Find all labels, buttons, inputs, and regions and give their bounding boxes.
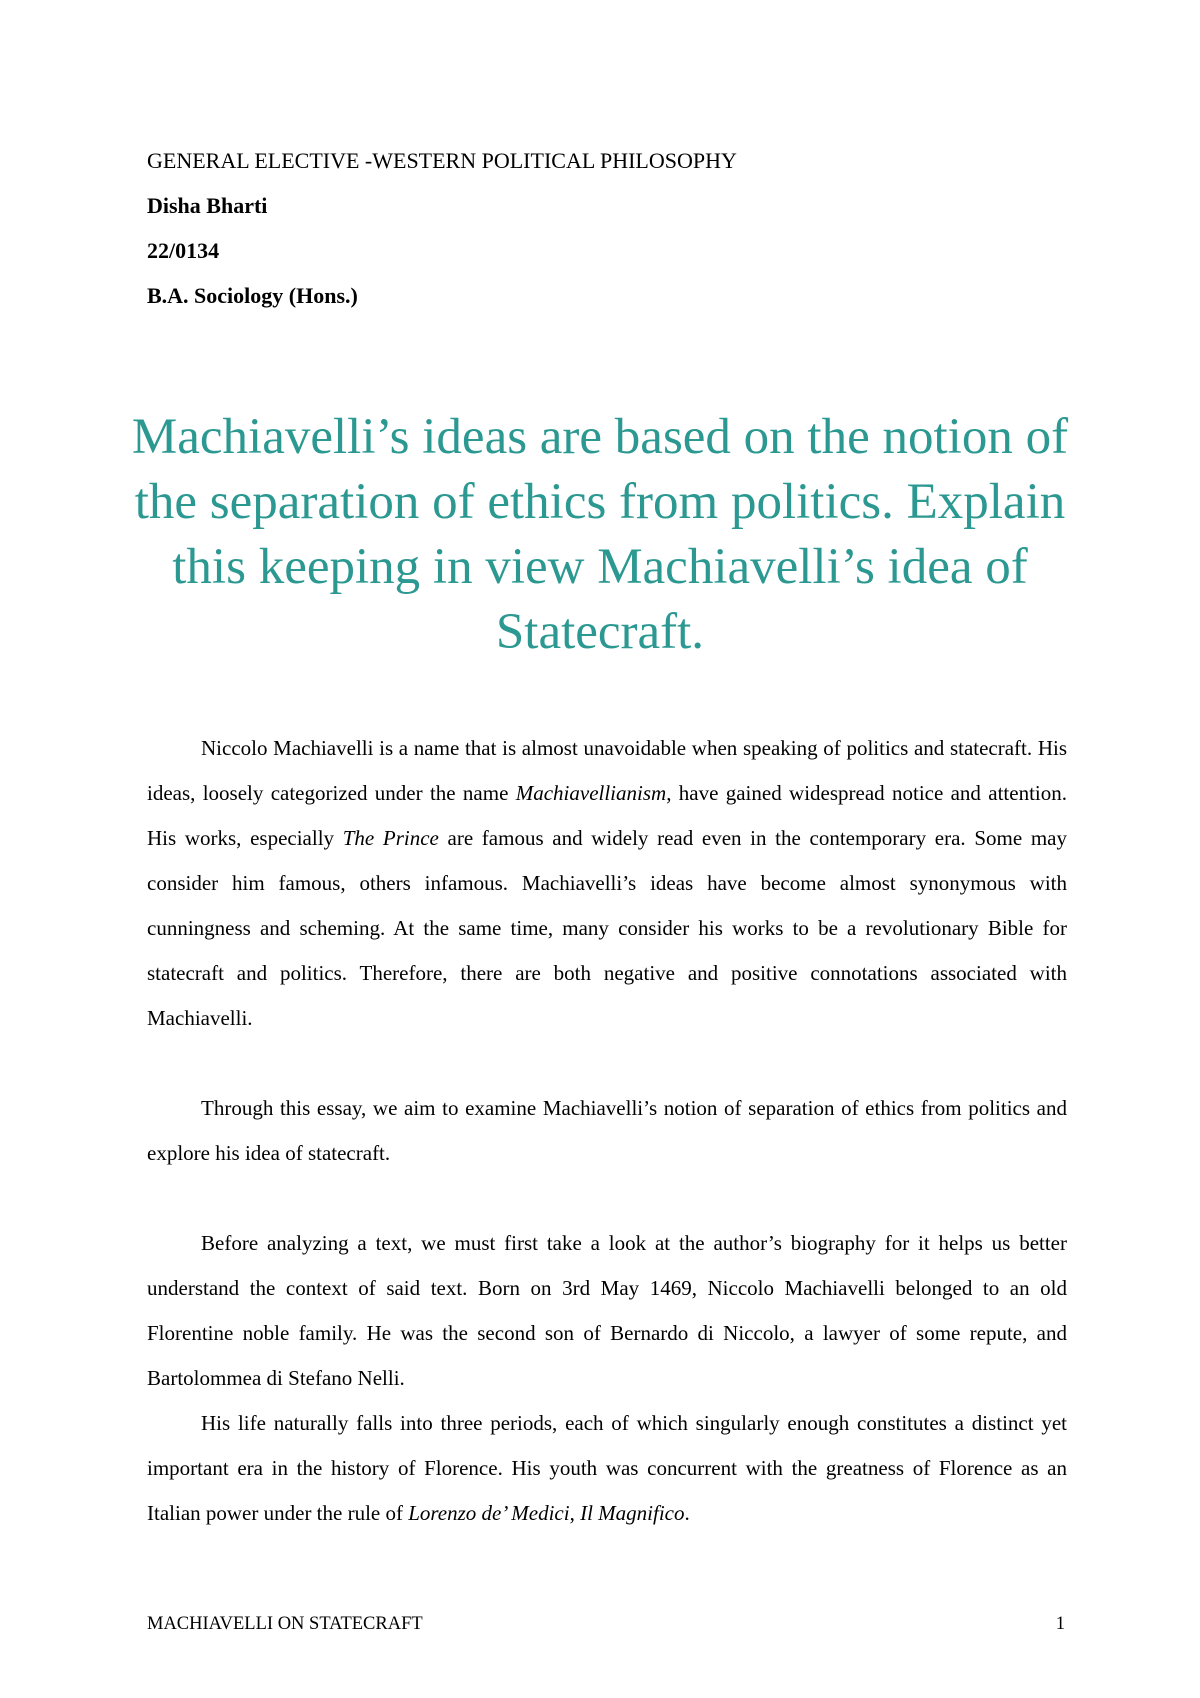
- header-block: [147, 146, 1067, 326]
- running-footer-title: MACHIAVELLI ON STATECRAFT: [147, 1614, 423, 1634]
- paragraph-4-text-c: ,: [569, 1501, 581, 1525]
- paragraph-3: Before analyzing a text, we must first take a look at the author’s biography for it helps us better understand the context of said text. Born on 3rd May 1469, Niccolo Machiavelli belonged to an old Florentine noble family. He was the second son of Bernardo di Niccolo, a lawyer of some repute, and Bartolommea di Stefano Nelli.: [147, 1231, 1067, 1390]
- roll-number: 22/0134: [147, 238, 220, 263]
- paragraph-4-text-e: .: [684, 1501, 690, 1525]
- term-machiavellianism: Machiavellianism: [515, 781, 667, 805]
- page-number: 1: [1055, 1614, 1065, 1634]
- epithet-il-magnifico: Il Magnifico: [580, 1501, 685, 1525]
- paragraph-1: [147, 726, 1067, 1041]
- book-title-the-prince: The Prince: [342, 826, 439, 850]
- student-name: Disha Bharti: [147, 193, 268, 218]
- course-title: GENERAL ELECTIVE -WESTERN POLITICAL PHILOSOPHY: [147, 148, 737, 173]
- essay-title: Machiavelli’s ideas are based on the notion of the separation of ethics from politics. Explain this keeping in view Machiavelli’s idea of Statecraft.: [131, 409, 1069, 660]
- essay-body: [147, 726, 1067, 1536]
- paragraph-1-text-e: are famous and widely read even in the contemporary era. Some may consider him famous, others infamous. Machiavelli’s ideas have become almost synonymous with cunningness and scheming. At the same time, many consider his works to be a revolutionary Bible for statecraft and politics. Therefore, there are both negative and positive connotations associated with Machiavelli.: [147, 826, 1067, 1030]
- paragraph-4-text-a: His life naturally falls into three periods, each of which singularly enough constitutes a distinct yet important era in the history of Florence. His youth was concurrent with the greatness of Florence as an Italian power under the rule of: [147, 1411, 1067, 1525]
- paragraph-1-text-c: , have gained widespread notice and attention. His works, especially: [147, 781, 1067, 850]
- paragraph-2: Through this essay, we aim to examine Machiavelli’s notion of separation of ethics from politics and explore his idea of statecraft.: [147, 1096, 1067, 1165]
- paragraph-1-text-a: Niccolo Machiavelli is a name that is almost unavoidable when speaking of politics and statecraft. His ideas, loosely categorized under the name: [147, 736, 1067, 805]
- name-lorenzo-de-medici: Lorenzo de’ Medici: [408, 1501, 570, 1525]
- paragraph-4: [147, 1401, 1067, 1536]
- program-name: B.A. Sociology (Hons.): [147, 283, 358, 308]
